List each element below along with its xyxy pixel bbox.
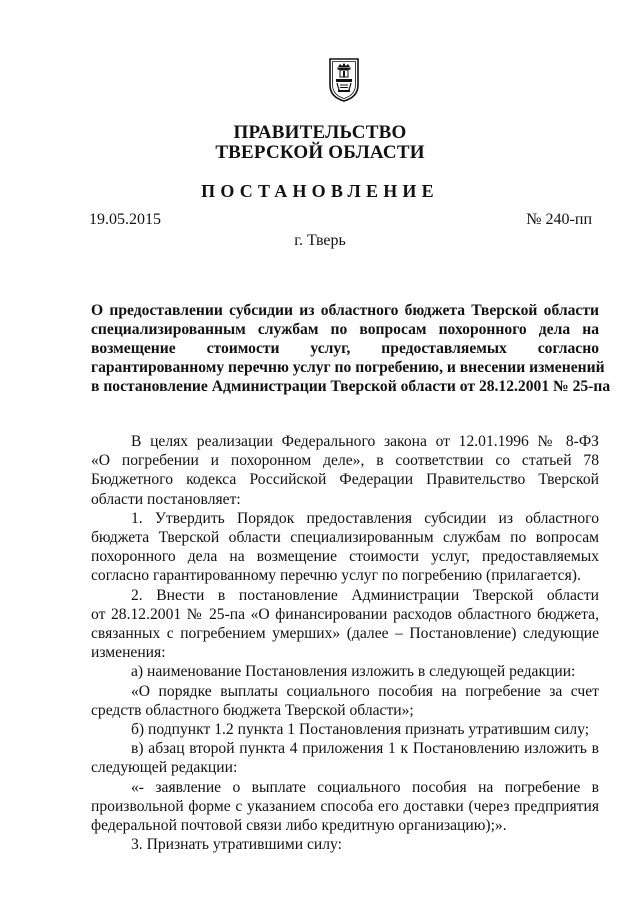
body-line: следующей редакции:: [91, 759, 238, 777]
document-city: г. Тверь: [294, 232, 346, 249]
body-line: от 28.12.2001 № 25-па «О финансировании расходов областного бюджета,: [91, 605, 599, 623]
body-line: 3. Признать утратившими силу:: [131, 836, 342, 854]
title-line: специализированным службам по вопросам похоронного дела на: [91, 321, 599, 338]
title-line: возмещение стоимости услуг, предоставляемых согласно: [91, 340, 599, 357]
body-line: «О погребении и похоронном деле», в соответствии со статьей 78: [91, 452, 599, 470]
body-line: изменения:: [91, 644, 166, 662]
body-line: похоронного дела на возмещение стоимости услуг, предоставляемых: [91, 548, 599, 566]
body-line: «О порядке выплаты социального пособия на погребение за счет: [131, 682, 599, 700]
body-line: в) абзац второй пункта 4 приложения 1 к Постановлению изложить в: [131, 740, 599, 758]
tver-coat-of-arms-icon: [328, 57, 360, 103]
document-body: [91, 432, 599, 854]
title-line: гарантированному перечню услуг по погребению, и внесении изменений: [91, 359, 605, 376]
body-line: связанных с погребением умерших» (далее – Постановление) следующие: [91, 625, 599, 643]
body-line: а) наименование Постановления изложить в следующей редакции:: [131, 663, 576, 681]
paragraph-subitem-b: [91, 720, 599, 739]
body-line: бюджета Тверской области специализированным службам по вопросам: [91, 529, 599, 547]
paragraph-item-3: [91, 835, 599, 854]
body-line: 2. Внести в постановление Администрации Тверской области: [131, 586, 599, 604]
body-line: «- заявление о выплате социального пособия на погребение в: [131, 778, 599, 796]
paragraph-item-1: [91, 509, 599, 586]
body-line: В целях реализации Федерального закона от 12.01.1996 № 8-ФЗ: [131, 433, 599, 450]
body-line: б) подпункт 1.2 пункта 1 Постановления признать утратившим силу;: [131, 721, 590, 739]
paragraph-item-2: [91, 586, 599, 663]
body-line: средств областного бюджета Тверской области»;: [91, 701, 414, 719]
organization-name-line2: ТВЕРСКОЙ ОБЛАСТИ: [215, 142, 425, 163]
body-line: области постановляет:: [91, 490, 241, 508]
organization-name-line1: ПРАВИТЕЛЬСТВО: [233, 122, 407, 143]
body-line: согласно гарантированному перечню услуг по погребению (прилагается).: [91, 567, 581, 585]
body-line: федеральной почтовой связи либо кредитную организацию);».: [91, 817, 507, 835]
paragraph-preamble: [91, 432, 599, 509]
body-line: 1. Утвердить Порядок предоставления субсидии из областного: [131, 509, 599, 527]
document-date: 19.05.2015: [89, 211, 161, 228]
paragraph-subitem-a: [91, 662, 599, 681]
body-line: произвольной форме с указанием способа его доставки (через предприятия: [91, 797, 599, 815]
paragraph-quote-a: [91, 682, 599, 720]
body-line: Бюджетного кодекса Российской Федерации Правительство Тверской: [91, 471, 599, 489]
title-line: О предоставлении субсидии из областного бюджета Тверской области: [91, 302, 599, 319]
title-line: в постановление Администрации Тверской области от 28.12.2001 № 25-па: [91, 378, 611, 395]
paragraph-quote-c: [91, 778, 599, 836]
paragraph-subitem-c: [91, 739, 599, 777]
document-title: [91, 301, 611, 396]
document-number: № 240-пп: [526, 211, 592, 228]
document-type-heading: ПОСТАНОВЛЕНИЕ: [201, 181, 439, 201]
